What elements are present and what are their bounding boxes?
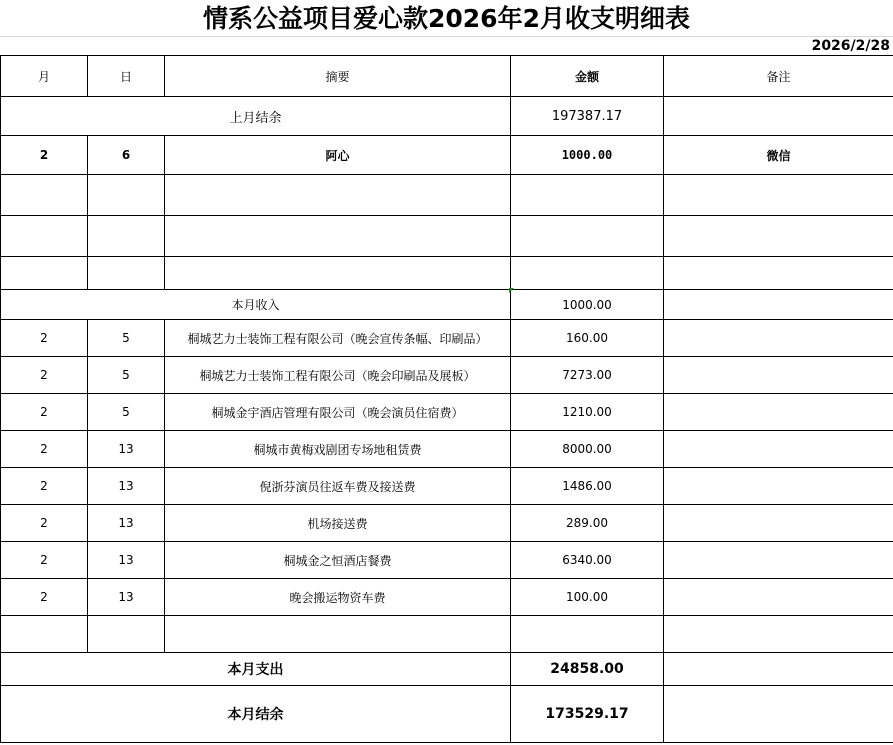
expense-day: 13 — [88, 431, 165, 468]
blank-row — [1, 216, 893, 257]
income-summary: 阿心 — [165, 136, 511, 175]
blank-row — [1, 616, 893, 653]
expense-summary: 桐城市黄梅戏剧团专场地租赁费 — [165, 431, 511, 468]
balance-amount: 173529.17 — [511, 686, 664, 743]
income-amount: 1000.00 — [511, 136, 664, 175]
report-date: 2026/2/28 — [811, 38, 890, 54]
header-amount: 金额 — [511, 56, 664, 97]
header-row — [1, 56, 893, 97]
expense-amount: 1210.00 — [511, 394, 664, 431]
ledger-table — [0, 55, 893, 743]
expense-amount: 100.00 — [511, 579, 664, 616]
expense-amount: 160.00 — [511, 320, 664, 357]
expense-summary: 机场接送费 — [165, 505, 511, 542]
expense-day: 13 — [88, 468, 165, 505]
expense-amount: 1486.00 — [511, 468, 664, 505]
header-day: 日 — [88, 56, 165, 97]
header-month: 月 — [1, 56, 88, 97]
income-month: 2 — [1, 136, 88, 175]
expense-month: 2 — [1, 394, 88, 431]
expense-summary: 晚会搬运物资车费 — [165, 579, 511, 616]
expense-day: 5 — [88, 320, 165, 357]
income-day: 6 — [88, 136, 165, 175]
header-summary: 摘要 — [165, 56, 511, 97]
expense-summary: 桐城艺力士装饰工程有限公司（晚会宣传条幅、印刷品） — [165, 320, 511, 357]
expense-amount: 289.00 — [511, 505, 664, 542]
page-title: 情系公益项目爱心款2026年2月收支明细表 — [203, 4, 690, 33]
blank-row — [1, 175, 893, 216]
expense-day: 5 — [88, 357, 165, 394]
expense-summary: 桐城金之恒酒店餐费 — [165, 542, 511, 579]
expense-day: 13 — [88, 505, 165, 542]
income-total-row — [1, 290, 893, 320]
expense-row — [1, 431, 893, 468]
expense-summary: 桐城艺力士装饰工程有限公司（晚会印刷品及展板） — [165, 357, 511, 394]
balance-row — [1, 686, 893, 743]
prev-balance-note — [664, 97, 893, 136]
prev-balance-amount: 197387.17 — [511, 97, 664, 136]
header-note: 备注 — [664, 56, 893, 97]
expense-day: 13 — [88, 579, 165, 616]
expense-summary: 倪浙芬演员往返车费及接送费 — [165, 468, 511, 505]
expense-total-row — [1, 653, 893, 686]
expense-month: 2 — [1, 357, 88, 394]
expense-row — [1, 579, 893, 616]
expense-row — [1, 357, 893, 394]
expense-amount: 6340.00 — [511, 542, 664, 579]
expense-total-amount: 24858.00 — [511, 653, 664, 686]
expense-day: 13 — [88, 542, 165, 579]
expense-month: 2 — [1, 542, 88, 579]
income-total-label: 本月收入 — [1, 290, 511, 320]
expense-summary: 桐城金宇酒店管理有限公司（晚会演员住宿费） — [165, 394, 511, 431]
expense-month: 2 — [1, 579, 88, 616]
expense-day: 5 — [88, 394, 165, 431]
expense-row — [1, 468, 893, 505]
expense-amount: 7273.00 — [511, 357, 664, 394]
prev-balance-row — [1, 97, 893, 136]
expense-row — [1, 394, 893, 431]
expense-total-label: 本月支出 — [1, 653, 511, 686]
expense-month: 2 — [1, 431, 88, 468]
expense-row — [1, 542, 893, 579]
expense-row — [1, 505, 893, 542]
income-row — [1, 136, 893, 175]
expense-row — [1, 320, 893, 357]
expense-month: 2 — [1, 320, 88, 357]
prev-balance-label: 上月结余 — [1, 97, 511, 136]
expense-month: 2 — [1, 468, 88, 505]
income-total-amount: 1000.00 — [511, 290, 664, 320]
expense-month: 2 — [1, 505, 88, 542]
cell-comment-marker — [509, 288, 514, 293]
divider — [0, 36, 893, 37]
blank-row — [1, 257, 893, 290]
balance-label: 本月结余 — [1, 686, 511, 743]
income-note: 微信 — [664, 136, 893, 175]
expense-amount: 8000.00 — [511, 431, 664, 468]
